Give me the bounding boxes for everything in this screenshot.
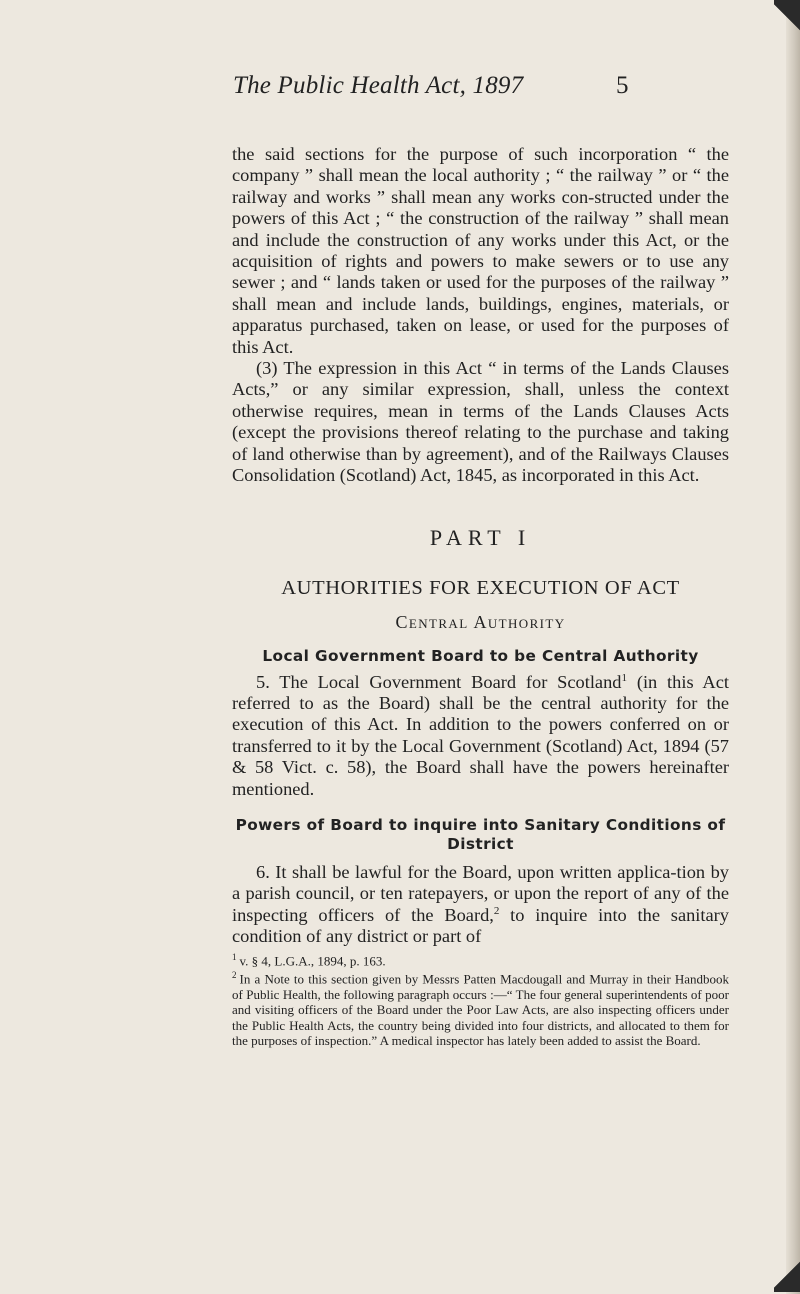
section-6-text-a: 6. It shall be lawful for the Board, upon written applica-tion by a parish council, or ten ratepayers, or upon the report of any of the inspecting officers of the Board,: [232, 861, 729, 925]
section-5-paragraph: [232, 672, 729, 800]
part-heading: PART I: [429, 524, 532, 550]
footnote-ref-1: 1: [621, 671, 627, 684]
page-number: 5: [616, 72, 629, 99]
authorities-heading: AUTHORITIES FOR EXECUTION OF ACT: [281, 576, 680, 599]
section-5-heading: Local Government Board to be Central Authority: [262, 646, 699, 665]
footnote-2: [232, 968, 729, 1048]
footnotes: [232, 950, 729, 1049]
corner-mark-top: [774, 0, 800, 34]
corner-mark-bottom: [774, 1258, 800, 1292]
text-block: [232, 144, 729, 1049]
footnote-text: v. § 4, L.G.A., 1894, p. 163.: [239, 952, 386, 968]
section-6-heading: Powers of Board to inquire into Sanitary Conditions of District: [235, 815, 726, 853]
section-5-text-a: 5. The Local Government Board for Scotland: [256, 671, 622, 692]
central-authority-heading: Central Authority: [395, 611, 566, 632]
clause-3-paragraph: (3) The expression in this Act “ in terms of the Lands Clauses Acts,” or any similar expression, shall, unless the context otherwise requires, mean in terms of the Lands Clauses Acts (except the provisions thereof relating to the purchase and taking of land otherwise than by agreement), and of the Railways Clauses Consolidation (Scotland) Act, 1845, as incorporated in this Act.: [232, 358, 729, 486]
section-6-paragraph: [232, 862, 729, 948]
footnote-1: [232, 950, 729, 969]
page-edge: [786, 0, 800, 1294]
footnote-text: In a Note to this section given by Messrs Patten Macdougall and Murray in their Handbook of Public Health, the following paragraph occurs :—“ The four general superintendents of poor and visiting officers of the Board under the Poor Law Acts, are also inspecting officers under the Public Health Acts, the country being divided into four districts, and allocated to them for the purposes of inspection.” A medical inspector has lately been added to assist the Board.: [232, 971, 729, 1049]
section-5-text-b: (in this Act referred to as the Board) shall be the central authority for the execution of this Act. In addition to the powers conferred on or transferred to it by the Local Government (Scotland) Act, 1894 (57 & 58 Vict. c. 58), the Board shall have the powers hereinafter mentioned.: [232, 671, 729, 799]
intro-paragraph: the said sections for the purpose of such incorporation “ the company ” shall mean the local authority ; “ the railway ” or “ the railway and works ” shall mean any works con-structed under the powers of this Act ; “ the construction of the railway ” shall mean and include the construction of any works under this Act, or the acquisition of rights and powers to make sewers or to use any sewer ; and “ lands taken or used for the purposes of the railway ” shall mean and include lands, buildings, engines, materials, or apparatus purchased, taken on lease, or used for the purposes of this Act.: [232, 144, 729, 357]
footnote-ref-2: 2: [493, 904, 500, 917]
footnote-mark: 2: [232, 970, 237, 981]
section-6-text-b: to inquire into the sanitary condition of any district or part of: [232, 904, 729, 947]
running-title: The Public Health Act, 1897: [233, 72, 524, 99]
running-head: [0, 62, 800, 102]
footnote-mark: 1: [232, 951, 237, 962]
